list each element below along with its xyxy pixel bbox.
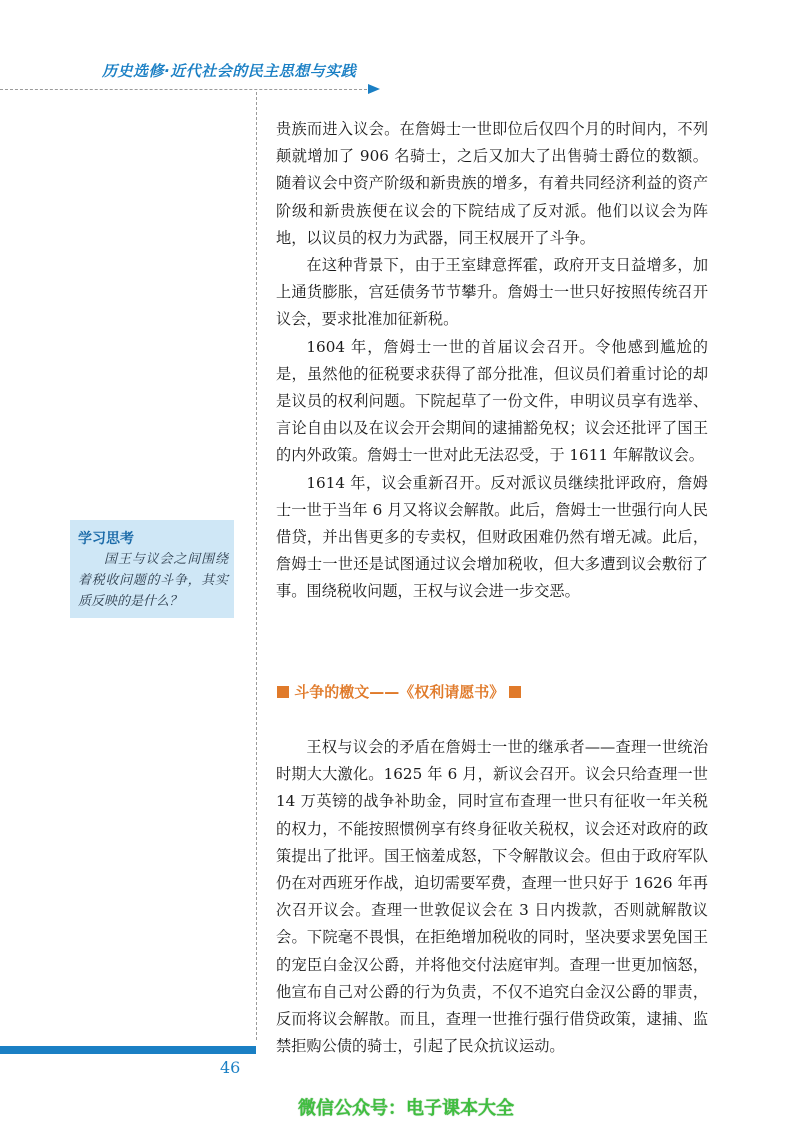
footer-bar bbox=[0, 1046, 256, 1054]
watermark-text: 微信公众号：电子课本大全 bbox=[298, 1098, 514, 1119]
paragraph: 1614 年，议会重新召开。反对派议员继续批评政府，詹姆士一世于当年 6 月又将议会解散。此后，詹姆士一世强行向人民借贷，并出售更多的专卖权，但财政困难仍然有增无减。此后，詹姆士一世还是试图通过议会增加税收，但大多遭到议会敷衍了事。围绕税收问题，王权与议会进一步交恶。 bbox=[276, 473, 708, 601]
paragraph: 1604 年，詹姆士一世的首届议会召开。令他感到尴尬的是，虽然他的征税要求获得了部分批准，但议员们着重讨论的却是议员的权利问题。下院起草了一份文件，申明议员享有选举、言论自由以及在议会开会期间的逮捕豁免权；议会还批评了国王的内外政策。詹姆士一世对此无法忍受，于 1611 年解散议会。 bbox=[276, 337, 708, 465]
main-text-bottom bbox=[276, 734, 708, 1060]
section-heading bbox=[277, 681, 521, 702]
paragraph: 在这种背景下，由于王室肆意挥霍，政府开支日益增多，加上通货膨胀，宫廷债务节节攀升。詹姆士一世只好按照传统召开议会，要求批准加征新税。 bbox=[276, 256, 708, 329]
square-bullet-icon bbox=[509, 686, 521, 698]
section-heading-text: 斗争的檄文——《权利请愿书》 bbox=[294, 683, 505, 701]
study-box-title: 学习思考 bbox=[78, 531, 134, 547]
study-box-question: 国王与议会之间围绕着税收问题的斗争，其实质反映的是什么？ bbox=[78, 552, 228, 609]
margin-divider bbox=[256, 92, 257, 1040]
main-text-top bbox=[276, 116, 708, 606]
running-header-title: 历史选修·近代社会的民主思想与实践 bbox=[102, 62, 357, 80]
header-arrow-icon bbox=[368, 84, 380, 94]
paragraph: 贵族而进入议会。在詹姆士一世即位后仅四个月的时间内，不列颠就增加了 906 名骑士，之后又加大了出售骑士爵位的数额。随着议会中资产阶级和新贵族的增多，有着共同经济利益的资产阶级和新贵族便在议会的下院结成了反对派。他们以议会为阵地，以议员的权力为武器，同王权展开了斗争。 bbox=[276, 120, 708, 247]
study-thinking-box bbox=[70, 520, 234, 618]
square-bullet-icon bbox=[277, 686, 289, 698]
header-dashed-rule bbox=[0, 89, 372, 90]
page-number: 46 bbox=[220, 1058, 241, 1077]
paragraph: 王权与议会的矛盾在詹姆士一世的继承者——查理一世统治时期大大激化。1625 年 6 月，新议会召开。议会只给查理一世 14 万英镑的战争补助金，同时宣布查理一世只有征收一年关税的权力，不能按照惯例享有终身征收关税权，议会还对政府的政策提出了批评。国王恼羞成怒，下令解散议会。但由于政府军队仍在对西班牙作战，迫切需要军费，查理一世只好于 1626 年再次召开议会。查理一世敦促议会在 3 日内拨款，否则就解散议会。下院毫不畏惧，在拒绝增加税收的同时，坚决要求罢免国王的宠臣白金汉公爵，并将他交付法庭审判。查理一世更加恼怒，他宣布自己对公爵的行为负责，不仅不追究白金汉公爵的罪责，反而将议会解散。而且，查理一世推行强行借贷政策，逮捕、监禁拒购公债的骑士，引起了民众抗议运动。 bbox=[276, 738, 708, 1056]
